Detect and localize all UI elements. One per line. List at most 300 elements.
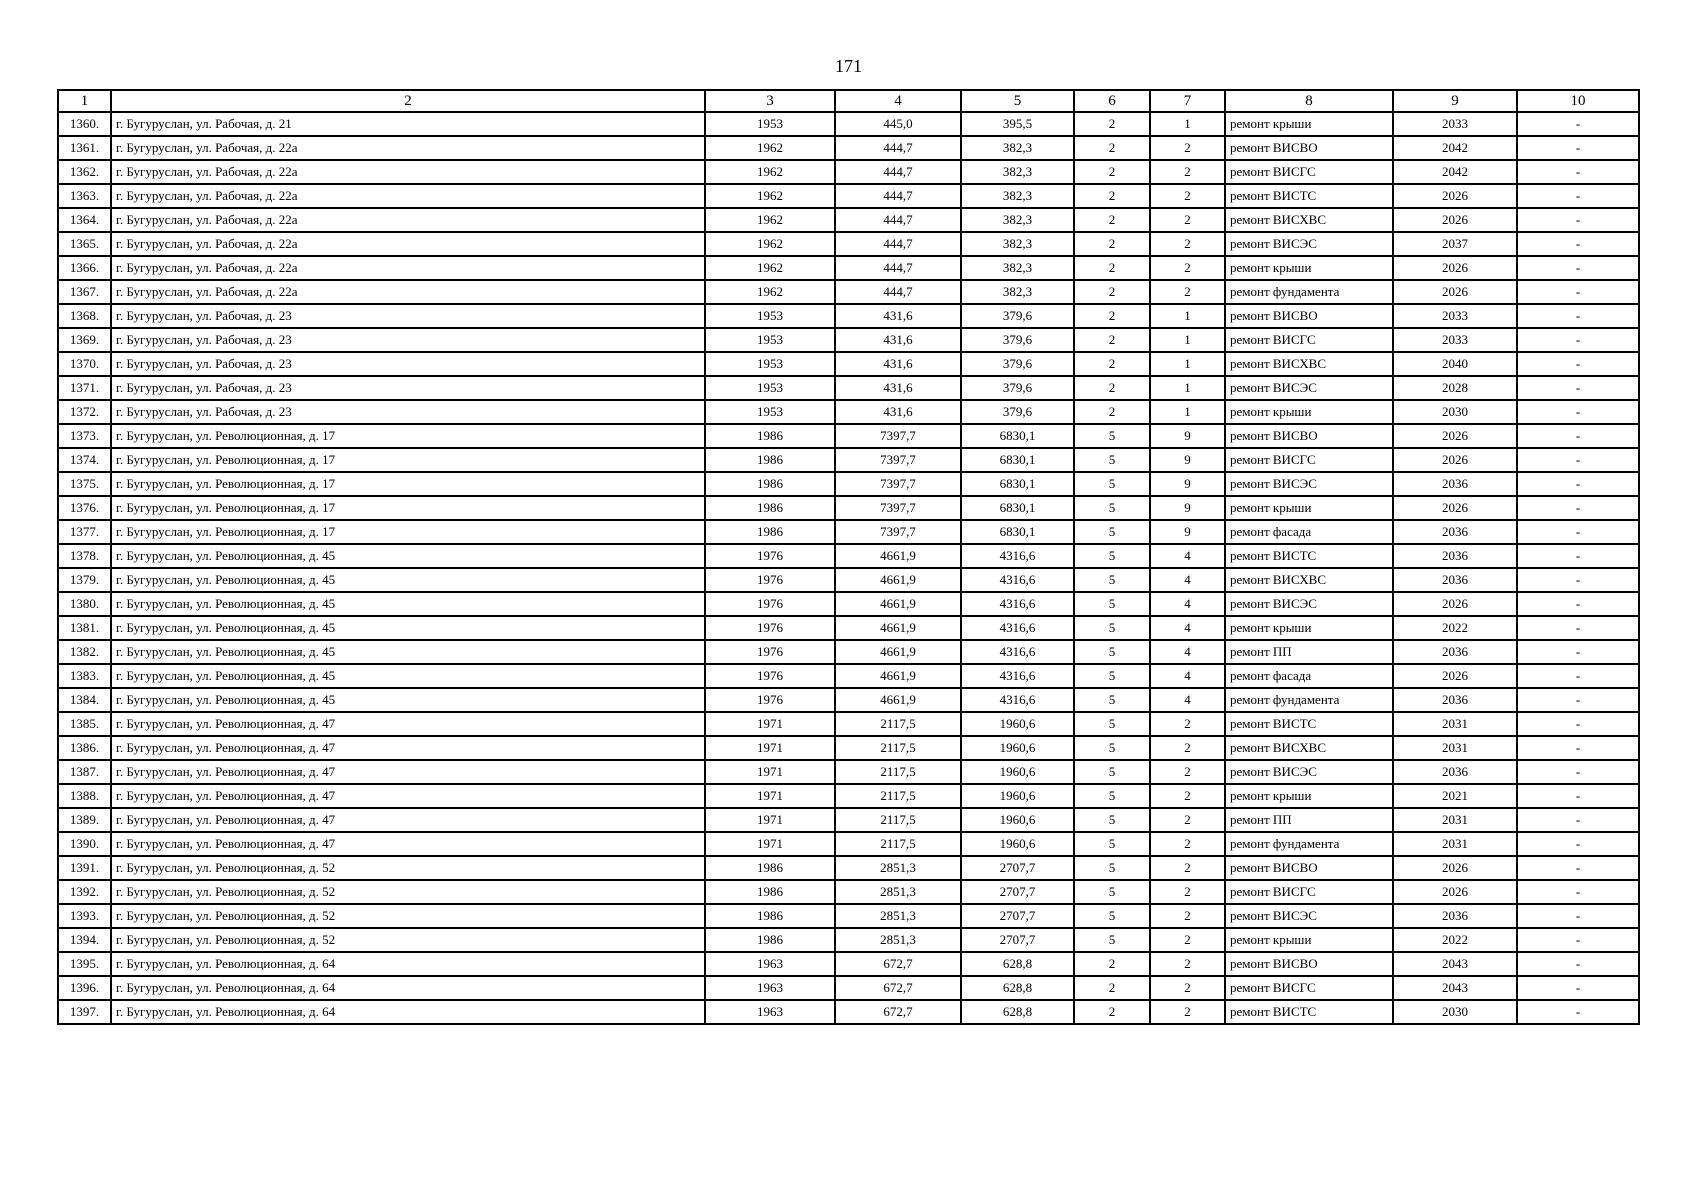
col-header-living-area: 5 xyxy=(961,90,1074,112)
cell-row-number: 1373. xyxy=(58,424,111,448)
page-number: 171 xyxy=(835,56,862,76)
cell-entrances: 4 xyxy=(1150,688,1225,712)
cell-note: - xyxy=(1517,952,1639,976)
cell-note: - xyxy=(1517,592,1639,616)
cell-year-built: 1986 xyxy=(705,880,835,904)
cell-plan-year: 2022 xyxy=(1393,928,1517,952)
cell-note: - xyxy=(1517,448,1639,472)
cell-note: - xyxy=(1517,688,1639,712)
cell-living-area: 2707,7 xyxy=(961,856,1074,880)
cell-year-built: 1971 xyxy=(705,712,835,736)
cell-address: г. Бугуруслан, ул. Рабочая, д. 22а xyxy=(111,232,705,256)
cell-living-area: 1960,6 xyxy=(961,808,1074,832)
cell-year-built: 1963 xyxy=(705,952,835,976)
cell-floors: 2 xyxy=(1074,256,1150,280)
cell-entrances: 9 xyxy=(1150,472,1225,496)
cell-address: г. Бугуруслан, ул. Революционная, д. 47 xyxy=(111,712,705,736)
cell-row-number: 1369. xyxy=(58,328,111,352)
cell-plan-year: 2033 xyxy=(1393,112,1517,136)
cell-entrances: 1 xyxy=(1150,352,1225,376)
table-row xyxy=(58,376,1639,400)
cell-row-number: 1380. xyxy=(58,592,111,616)
cell-row-number: 1381. xyxy=(58,616,111,640)
table-row xyxy=(58,592,1639,616)
cell-living-area: 395,5 xyxy=(961,112,1074,136)
cell-year-built: 1962 xyxy=(705,232,835,256)
table-row xyxy=(58,448,1639,472)
cell-year-built: 1971 xyxy=(705,760,835,784)
cell-year-built: 1971 xyxy=(705,832,835,856)
cell-note: - xyxy=(1517,184,1639,208)
cell-floors: 5 xyxy=(1074,832,1150,856)
cell-work-type: ремонт ВИСВО xyxy=(1225,952,1393,976)
col-header-plan-year: 9 xyxy=(1393,90,1517,112)
cell-floors: 5 xyxy=(1074,496,1150,520)
cell-plan-year: 2031 xyxy=(1393,736,1517,760)
cell-living-area: 628,8 xyxy=(961,1000,1074,1024)
table-row xyxy=(58,808,1639,832)
cell-total-area: 2117,5 xyxy=(835,736,961,760)
cell-living-area: 4316,6 xyxy=(961,688,1074,712)
cell-plan-year: 2036 xyxy=(1393,520,1517,544)
cell-entrances: 2 xyxy=(1150,208,1225,232)
cell-living-area: 628,8 xyxy=(961,976,1074,1000)
cell-note: - xyxy=(1517,520,1639,544)
cell-row-number: 1360. xyxy=(58,112,111,136)
cell-total-area: 4661,9 xyxy=(835,592,961,616)
cell-living-area: 6830,1 xyxy=(961,496,1074,520)
col-header-floors: 6 xyxy=(1074,90,1150,112)
cell-floors: 5 xyxy=(1074,688,1150,712)
cell-entrances: 2 xyxy=(1150,712,1225,736)
cell-address: г. Бугуруслан, ул. Революционная, д. 45 xyxy=(111,592,705,616)
cell-total-area: 431,6 xyxy=(835,400,961,424)
cell-row-number: 1393. xyxy=(58,904,111,928)
cell-plan-year: 2026 xyxy=(1393,184,1517,208)
cell-row-number: 1391. xyxy=(58,856,111,880)
cell-row-number: 1377. xyxy=(58,520,111,544)
cell-row-number: 1397. xyxy=(58,1000,111,1024)
cell-note: - xyxy=(1517,400,1639,424)
cell-row-number: 1370. xyxy=(58,352,111,376)
cell-entrances: 9 xyxy=(1150,496,1225,520)
cell-plan-year: 2036 xyxy=(1393,640,1517,664)
table-row xyxy=(58,616,1639,640)
cell-entrances: 4 xyxy=(1150,640,1225,664)
cell-living-area: 382,3 xyxy=(961,136,1074,160)
cell-work-type: ремонт ВИСТС xyxy=(1225,184,1393,208)
cell-floors: 2 xyxy=(1074,304,1150,328)
cell-living-area: 1960,6 xyxy=(961,712,1074,736)
cell-address: г. Бугуруслан, ул. Рабочая, д. 22а xyxy=(111,256,705,280)
cell-entrances: 2 xyxy=(1150,856,1225,880)
cell-total-area: 444,7 xyxy=(835,136,961,160)
cell-floors: 5 xyxy=(1074,736,1150,760)
cell-entrances: 2 xyxy=(1150,976,1225,1000)
cell-living-area: 379,6 xyxy=(961,400,1074,424)
cell-total-area: 444,7 xyxy=(835,232,961,256)
cell-row-number: 1364. xyxy=(58,208,111,232)
cell-address: г. Бугуруслан, ул. Революционная, д. 45 xyxy=(111,640,705,664)
cell-entrances: 2 xyxy=(1150,1000,1225,1024)
cell-total-area: 7397,7 xyxy=(835,424,961,448)
cell-total-area: 7397,7 xyxy=(835,520,961,544)
cell-total-area: 431,6 xyxy=(835,304,961,328)
cell-year-built: 1962 xyxy=(705,136,835,160)
cell-row-number: 1394. xyxy=(58,928,111,952)
cell-year-built: 1953 xyxy=(705,328,835,352)
cell-note: - xyxy=(1517,928,1639,952)
cell-year-built: 1986 xyxy=(705,424,835,448)
cell-work-type: ремонт фундамента xyxy=(1225,280,1393,304)
cell-year-built: 1976 xyxy=(705,664,835,688)
cell-total-area: 444,7 xyxy=(835,160,961,184)
cell-year-built: 1986 xyxy=(705,472,835,496)
cell-plan-year: 2031 xyxy=(1393,712,1517,736)
cell-year-built: 1971 xyxy=(705,736,835,760)
cell-address: г. Бугуруслан, ул. Рабочая, д. 22а xyxy=(111,160,705,184)
cell-entrances: 9 xyxy=(1150,448,1225,472)
cell-total-area: 7397,7 xyxy=(835,448,961,472)
cell-plan-year: 2043 xyxy=(1393,952,1517,976)
cell-plan-year: 2026 xyxy=(1393,208,1517,232)
cell-note: - xyxy=(1517,856,1639,880)
cell-row-number: 1396. xyxy=(58,976,111,1000)
cell-floors: 2 xyxy=(1074,232,1150,256)
cell-row-number: 1395. xyxy=(58,952,111,976)
table-row xyxy=(58,568,1639,592)
table-row xyxy=(58,112,1639,136)
cell-living-area: 382,3 xyxy=(961,160,1074,184)
cell-work-type: ремонт крыши xyxy=(1225,112,1393,136)
cell-living-area: 1960,6 xyxy=(961,832,1074,856)
cell-note: - xyxy=(1517,544,1639,568)
cell-address: г. Бугуруслан, ул. Рабочая, д. 23 xyxy=(111,304,705,328)
cell-floors: 2 xyxy=(1074,328,1150,352)
cell-total-area: 444,7 xyxy=(835,184,961,208)
cell-total-area: 4661,9 xyxy=(835,688,961,712)
cell-total-area: 672,7 xyxy=(835,952,961,976)
cell-floors: 5 xyxy=(1074,880,1150,904)
cell-note: - xyxy=(1517,736,1639,760)
cell-year-built: 1986 xyxy=(705,904,835,928)
cell-row-number: 1383. xyxy=(58,664,111,688)
table-row xyxy=(58,712,1639,736)
cell-address: г. Бугуруслан, ул. Рабочая, д. 22а xyxy=(111,280,705,304)
cell-floors: 2 xyxy=(1074,184,1150,208)
cell-address: г. Бугуруслан, ул. Рабочая, д. 21 xyxy=(111,112,705,136)
cell-row-number: 1366. xyxy=(58,256,111,280)
cell-address: г. Бугуруслан, ул. Революционная, д. 52 xyxy=(111,928,705,952)
cell-work-type: ремонт ВИСГС xyxy=(1225,160,1393,184)
cell-living-area: 4316,6 xyxy=(961,568,1074,592)
cell-row-number: 1384. xyxy=(58,688,111,712)
cell-work-type: ремонт ВИСХВС xyxy=(1225,208,1393,232)
cell-living-area: 4316,6 xyxy=(961,640,1074,664)
cell-address: г. Бугуруслан, ул. Революционная, д. 52 xyxy=(111,856,705,880)
cell-living-area: 4316,6 xyxy=(961,616,1074,640)
cell-total-area: 4661,9 xyxy=(835,640,961,664)
table-row xyxy=(58,640,1639,664)
cell-total-area: 4661,9 xyxy=(835,544,961,568)
cell-address: г. Бугуруслан, ул. Революционная, д. 47 xyxy=(111,808,705,832)
cell-year-built: 1971 xyxy=(705,808,835,832)
table-row xyxy=(58,1000,1639,1024)
cell-note: - xyxy=(1517,352,1639,376)
table-row xyxy=(58,856,1639,880)
cell-floors: 2 xyxy=(1074,952,1150,976)
cell-plan-year: 2031 xyxy=(1393,808,1517,832)
cell-year-built: 1976 xyxy=(705,544,835,568)
cell-work-type: ремонт крыши xyxy=(1225,784,1393,808)
cell-year-built: 1976 xyxy=(705,640,835,664)
cell-total-area: 2117,5 xyxy=(835,784,961,808)
cell-note: - xyxy=(1517,664,1639,688)
cell-work-type: ремонт фасада xyxy=(1225,520,1393,544)
cell-entrances: 2 xyxy=(1150,160,1225,184)
cell-total-area: 4661,9 xyxy=(835,568,961,592)
cell-note: - xyxy=(1517,328,1639,352)
cell-year-built: 1963 xyxy=(705,1000,835,1024)
cell-living-area: 379,6 xyxy=(961,376,1074,400)
cell-work-type: ремонт ВИСГС xyxy=(1225,448,1393,472)
cell-row-number: 1368. xyxy=(58,304,111,328)
cell-floors: 2 xyxy=(1074,1000,1150,1024)
cell-living-area: 382,3 xyxy=(961,208,1074,232)
col-header-number: 1 xyxy=(58,90,111,112)
cell-floors: 5 xyxy=(1074,808,1150,832)
cell-row-number: 1371. xyxy=(58,376,111,400)
cell-plan-year: 2036 xyxy=(1393,688,1517,712)
cell-entrances: 2 xyxy=(1150,256,1225,280)
cell-work-type: ремонт крыши xyxy=(1225,400,1393,424)
table-row xyxy=(58,952,1639,976)
table-row xyxy=(58,664,1639,688)
cell-floors: 5 xyxy=(1074,856,1150,880)
cell-work-type: ремонт ВИСГС xyxy=(1225,976,1393,1000)
cell-row-number: 1385. xyxy=(58,712,111,736)
cell-work-type: ремонт ВИСВО xyxy=(1225,136,1393,160)
cell-plan-year: 2026 xyxy=(1393,280,1517,304)
cell-row-number: 1363. xyxy=(58,184,111,208)
table-row xyxy=(58,208,1639,232)
cell-address: г. Бугуруслан, ул. Революционная, д. 64 xyxy=(111,1000,705,1024)
cell-address: г. Бугуруслан, ул. Рабочая, д. 23 xyxy=(111,352,705,376)
cell-work-type: ремонт ВИСЭС xyxy=(1225,376,1393,400)
cell-address: г. Бугуруслан, ул. Революционная, д. 17 xyxy=(111,472,705,496)
cell-year-built: 1986 xyxy=(705,856,835,880)
cell-address: г. Бугуруслан, ул. Рабочая, д. 23 xyxy=(111,376,705,400)
cell-total-area: 2117,5 xyxy=(835,832,961,856)
cell-note: - xyxy=(1517,136,1639,160)
cell-entrances: 9 xyxy=(1150,424,1225,448)
cell-entrances: 4 xyxy=(1150,568,1225,592)
cell-total-area: 445,0 xyxy=(835,112,961,136)
cell-plan-year: 2026 xyxy=(1393,424,1517,448)
cell-address: г. Бугуруслан, ул. Революционная, д. 52 xyxy=(111,904,705,928)
cell-floors: 5 xyxy=(1074,928,1150,952)
cell-address: г. Бугуруслан, ул. Рабочая, д. 22а xyxy=(111,136,705,160)
cell-note: - xyxy=(1517,784,1639,808)
cell-work-type: ремонт ВИСЭС xyxy=(1225,760,1393,784)
cell-living-area: 382,3 xyxy=(961,232,1074,256)
cell-living-area: 379,6 xyxy=(961,328,1074,352)
cell-living-area: 4316,6 xyxy=(961,664,1074,688)
table-row xyxy=(58,904,1639,928)
cell-note: - xyxy=(1517,568,1639,592)
cell-row-number: 1387. xyxy=(58,760,111,784)
cell-note: - xyxy=(1517,472,1639,496)
cell-note: - xyxy=(1517,712,1639,736)
cell-total-area: 431,6 xyxy=(835,352,961,376)
cell-work-type: ремонт крыши xyxy=(1225,256,1393,280)
cell-note: - xyxy=(1517,208,1639,232)
cell-row-number: 1388. xyxy=(58,784,111,808)
cell-floors: 5 xyxy=(1074,664,1150,688)
cell-plan-year: 2026 xyxy=(1393,664,1517,688)
cell-work-type: ремонт ВИСЭС xyxy=(1225,232,1393,256)
cell-note: - xyxy=(1517,832,1639,856)
cell-work-type: ремонт ВИСВО xyxy=(1225,424,1393,448)
cell-year-built: 1963 xyxy=(705,976,835,1000)
cell-address: г. Бугуруслан, ул. Рабочая, д. 22а xyxy=(111,208,705,232)
cell-work-type: ремонт ВИСЭС xyxy=(1225,592,1393,616)
cell-entrances: 9 xyxy=(1150,520,1225,544)
cell-floors: 2 xyxy=(1074,112,1150,136)
cell-work-type: ремонт фасада xyxy=(1225,664,1393,688)
cell-total-area: 672,7 xyxy=(835,976,961,1000)
cell-plan-year: 2042 xyxy=(1393,136,1517,160)
cell-floors: 2 xyxy=(1074,376,1150,400)
cell-row-number: 1374. xyxy=(58,448,111,472)
cell-note: - xyxy=(1517,616,1639,640)
cell-living-area: 628,8 xyxy=(961,952,1074,976)
cell-year-built: 1962 xyxy=(705,280,835,304)
cell-floors: 5 xyxy=(1074,592,1150,616)
cell-entrances: 2 xyxy=(1150,232,1225,256)
table-row xyxy=(58,784,1639,808)
cell-note: - xyxy=(1517,160,1639,184)
cell-address: г. Бугуруслан, ул. Революционная, д. 64 xyxy=(111,952,705,976)
cell-work-type: ремонт фундамента xyxy=(1225,832,1393,856)
cell-living-area: 6830,1 xyxy=(961,520,1074,544)
cell-address: г. Бугуруслан, ул. Рабочая, д. 23 xyxy=(111,328,705,352)
cell-plan-year: 2042 xyxy=(1393,160,1517,184)
table-row xyxy=(58,256,1639,280)
cell-living-area: 379,6 xyxy=(961,352,1074,376)
cell-note: - xyxy=(1517,976,1639,1000)
cell-address: г. Бугуруслан, ул. Революционная, д. 47 xyxy=(111,760,705,784)
cell-total-area: 2117,5 xyxy=(835,760,961,784)
cell-work-type: ремонт ВИСХВС xyxy=(1225,352,1393,376)
cell-address: г. Бугуруслан, ул. Рабочая, д. 23 xyxy=(111,400,705,424)
cell-address: г. Бугуруслан, ул. Рабочая, д. 22а xyxy=(111,184,705,208)
cell-plan-year: 2026 xyxy=(1393,496,1517,520)
cell-entrances: 1 xyxy=(1150,112,1225,136)
cell-year-built: 1953 xyxy=(705,112,835,136)
cell-plan-year: 2030 xyxy=(1393,400,1517,424)
cell-row-number: 1362. xyxy=(58,160,111,184)
cell-year-built: 1986 xyxy=(705,928,835,952)
cell-work-type: ремонт ВИСХВС xyxy=(1225,736,1393,760)
cell-year-built: 1962 xyxy=(705,160,835,184)
cell-note: - xyxy=(1517,256,1639,280)
cell-row-number: 1372. xyxy=(58,400,111,424)
cell-note: - xyxy=(1517,232,1639,256)
cell-entrances: 2 xyxy=(1150,184,1225,208)
cell-row-number: 1367. xyxy=(58,280,111,304)
cell-row-number: 1392. xyxy=(58,880,111,904)
cell-row-number: 1375. xyxy=(58,472,111,496)
cell-year-built: 1986 xyxy=(705,448,835,472)
cell-total-area: 444,7 xyxy=(835,208,961,232)
cell-address: г. Бугуруслан, ул. Революционная, д. 17 xyxy=(111,496,705,520)
cell-entrances: 2 xyxy=(1150,832,1225,856)
cell-entrances: 2 xyxy=(1150,280,1225,304)
cell-plan-year: 2040 xyxy=(1393,352,1517,376)
cell-living-area: 4316,6 xyxy=(961,592,1074,616)
cell-entrances: 2 xyxy=(1150,952,1225,976)
col-header-entrances: 7 xyxy=(1150,90,1225,112)
cell-year-built: 1953 xyxy=(705,304,835,328)
housing-repair-table xyxy=(57,89,1640,1025)
table-row xyxy=(58,736,1639,760)
cell-total-area: 4661,9 xyxy=(835,664,961,688)
table-row xyxy=(58,880,1639,904)
cell-row-number: 1365. xyxy=(58,232,111,256)
cell-plan-year: 2036 xyxy=(1393,544,1517,568)
cell-address: г. Бугуруслан, ул. Революционная, д. 45 xyxy=(111,616,705,640)
cell-year-built: 1971 xyxy=(705,784,835,808)
cell-plan-year: 2043 xyxy=(1393,976,1517,1000)
cell-living-area: 1960,6 xyxy=(961,784,1074,808)
cell-entrances: 2 xyxy=(1150,736,1225,760)
cell-year-built: 1976 xyxy=(705,688,835,712)
cell-living-area: 379,6 xyxy=(961,304,1074,328)
cell-entrances: 2 xyxy=(1150,136,1225,160)
cell-year-built: 1962 xyxy=(705,184,835,208)
cell-floors: 5 xyxy=(1074,712,1150,736)
cell-floors: 5 xyxy=(1074,424,1150,448)
cell-floors: 2 xyxy=(1074,976,1150,1000)
cell-note: - xyxy=(1517,880,1639,904)
cell-plan-year: 2026 xyxy=(1393,856,1517,880)
table-row xyxy=(58,304,1639,328)
cell-total-area: 4661,9 xyxy=(835,616,961,640)
cell-plan-year: 2028 xyxy=(1393,376,1517,400)
table-row xyxy=(58,184,1639,208)
cell-row-number: 1361. xyxy=(58,136,111,160)
cell-note: - xyxy=(1517,808,1639,832)
cell-living-area: 382,3 xyxy=(961,256,1074,280)
col-header-note: 10 xyxy=(1517,90,1639,112)
cell-work-type: ремонт ВИСТС xyxy=(1225,1000,1393,1024)
cell-note: - xyxy=(1517,112,1639,136)
cell-floors: 2 xyxy=(1074,400,1150,424)
cell-year-built: 1962 xyxy=(705,256,835,280)
table-row xyxy=(58,976,1639,1000)
cell-living-area: 6830,1 xyxy=(961,448,1074,472)
cell-note: - xyxy=(1517,496,1639,520)
header-row xyxy=(58,90,1639,112)
cell-note: - xyxy=(1517,304,1639,328)
cell-total-area: 444,7 xyxy=(835,256,961,280)
cell-year-built: 1953 xyxy=(705,400,835,424)
cell-entrances: 1 xyxy=(1150,376,1225,400)
cell-plan-year: 2036 xyxy=(1393,904,1517,928)
cell-note: - xyxy=(1517,280,1639,304)
cell-row-number: 1390. xyxy=(58,832,111,856)
